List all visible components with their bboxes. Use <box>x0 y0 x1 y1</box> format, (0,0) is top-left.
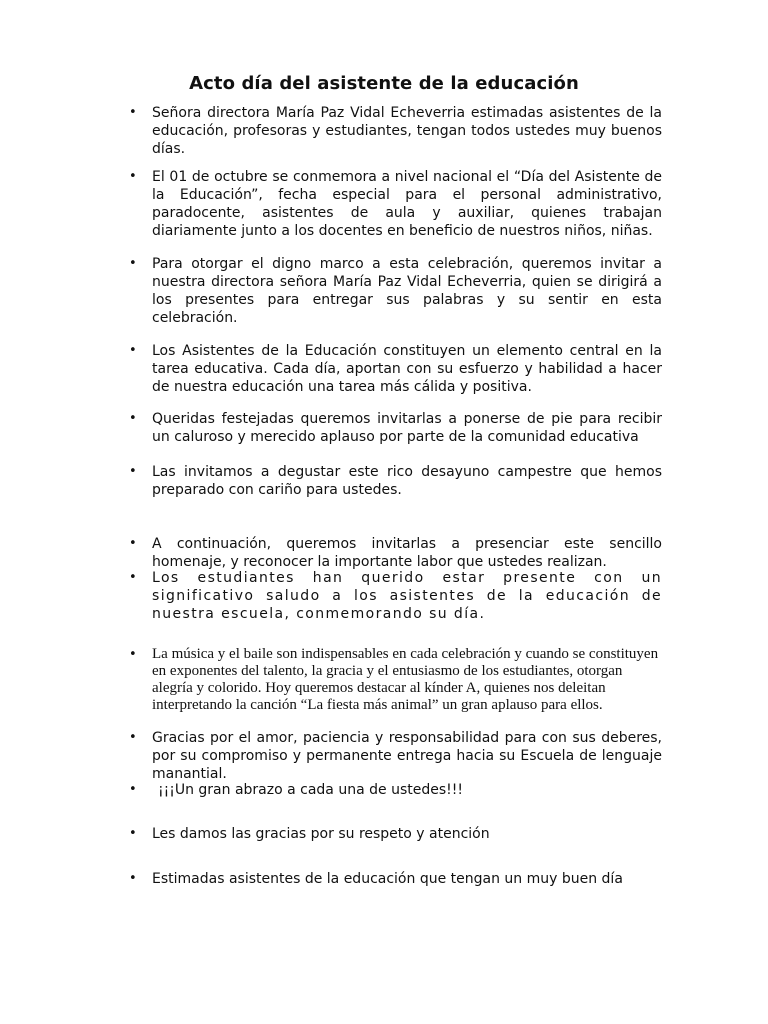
bullet-icon: • <box>129 343 137 358</box>
list-item-text: Para otorgar el digno marco a esta celebración, queremos invitar a nuestra directora señora María Paz Vidal Echeverria, quien se dirigirá a los presentes para entregar sus palabras y su sentir en esta celebración. <box>152 256 662 326</box>
bullet-icon: • <box>129 536 137 551</box>
bullet-icon: • <box>129 105 137 120</box>
bullet-icon: • <box>129 730 137 745</box>
list-item-text: Estimadas asistentes de la educación que tengan un muy buen día <box>152 871 623 887</box>
bullet-icon: • <box>129 647 137 662</box>
bullet-icon: • <box>129 871 137 886</box>
list-item-text: Les damos las gracias por su respeto y atención <box>152 826 490 842</box>
bullet-icon: • <box>129 256 137 271</box>
bullet-icon: • <box>129 570 137 585</box>
document-title: Acto día del asistente de la educación <box>189 73 579 94</box>
list-item-text: El 01 de octubre se conmemora a nivel nacional el “Día del Asistente de la Educación”, fecha especial para el personal administrativo, paradocente, asistentes de aula y auxiliar, quienes trabajan diariamente junto a los docentes en beneficio de nuestros niños, niñas. <box>152 169 662 239</box>
list-item-text: A continuación, queremos invitarlas a presenciar este sencillo homenaje, y reconocer la importante labor que ustedes realizan. <box>152 536 662 570</box>
bullet-icon: • <box>129 782 137 797</box>
list-item-text: Queridas festejadas queremos invitarlas a ponerse de pie para recibir un caluroso y merecido aplauso por parte de la comunidad educativa <box>152 411 662 445</box>
list-item-text: Los Asistentes de la Educación constituyen un elemento central en la tarea educativa. Cada día, aportan con su esfuerzo y habilidad a hacer de nuestra educación una tarea más cálida y positiva. <box>152 343 662 395</box>
list-item-text: Los estudiantes han querido estar presente con un significativo saludo a los asistentes de la educación de nuestra escuela, conmemorando su día. <box>152 570 662 622</box>
bullet-icon: • <box>129 826 137 841</box>
list-item-text: ¡¡¡Un gran abrazo a cada una de ustedes!!! <box>158 782 463 798</box>
bullet-icon: • <box>129 169 137 184</box>
list-item-text: La música y el baile son indispensables en cada celebración y cuando se constituyen en exponentes del talento, la gracia y el entusiasmo de los estudiantes, otorgan alegría y colorido. Hoy queremos destacar al kínder A, quienes nos deleitan interpretando la canción “La fiesta más animal” un gran aplauso para ellos. <box>152 646 659 713</box>
bullet-icon: • <box>129 411 137 426</box>
list-item-text: Gracias por el amor, paciencia y responsabilidad para con sus deberes, por su compromiso y permanente entrega hacia su Escuela de lenguaje manantial. <box>152 730 662 782</box>
list-item-text: Señora directora María Paz Vidal Echeverria estimadas asistentes de la educación, profesoras y estudiantes, tengan todos ustedes muy buenos días. <box>152 105 662 157</box>
bullet-icon: • <box>129 464 137 479</box>
list-item-text: Las invitamos a degustar este rico desayuno campestre que hemos preparado con cariño para ustedes. <box>152 464 662 498</box>
